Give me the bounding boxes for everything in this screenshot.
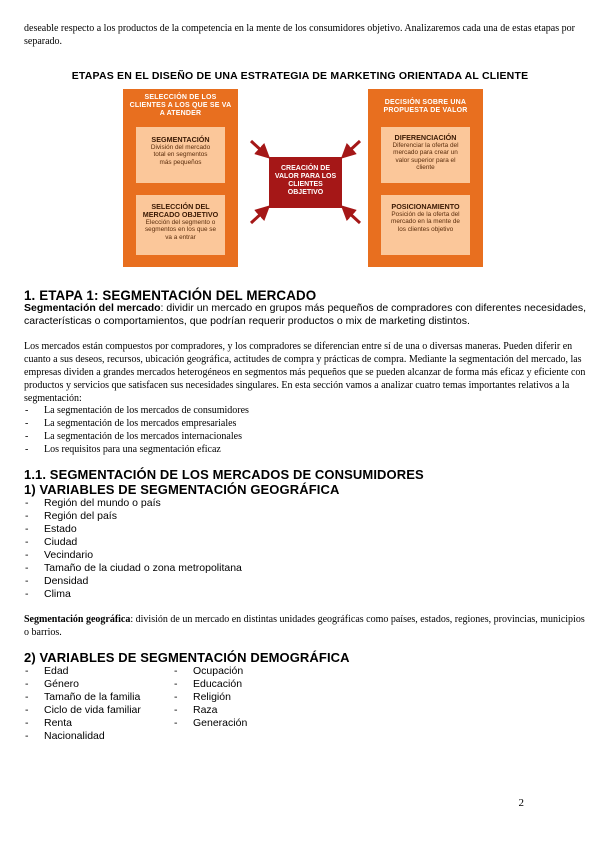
geographic-definition-term: Segmentación geográfica <box>24 614 131 625</box>
demographic-list-col2 <box>173 665 333 730</box>
list-item: - Raza <box>173 704 333 717</box>
seleccion-text: Elección del segmento o segmentos en los que se va a entrar <box>144 219 217 241</box>
segmentacion-text: División del mercado total en segmentos más pequeños <box>150 144 211 166</box>
list-item: - Género <box>24 678 184 691</box>
geographic-variables-heading: 1) VARIABLES DE SEGMENTACIÓN GEOGRÁFICA <box>24 482 340 497</box>
diferenciacion-text: Diferenciar la oferta del mercado para crear un valor superior para el cliente <box>392 142 459 172</box>
list-item: - Educación <box>173 678 333 691</box>
demographic-list-col1 <box>24 665 184 743</box>
section1-definition-term: Segmentación del mercado <box>24 302 161 314</box>
posicionamiento-text: Posición de la oferta del mercado en la mente de los clientes objetivo <box>391 211 460 233</box>
arrow-top-right-icon <box>347 141 360 153</box>
list-item: - Región del mundo o país <box>24 497 424 510</box>
diagram-title: ETAPAS EN EL DISEÑO DE UNA ESTRATEGIA DE MARKETING ORIENTADA AL CLIENTE <box>71 70 529 82</box>
list-item: - Religión <box>173 691 333 704</box>
geographic-variables-list <box>24 497 424 601</box>
list-item: - Vecindario <box>24 549 424 562</box>
section1-definition <box>24 302 590 328</box>
list-item: - Ciudad <box>24 536 424 549</box>
diagram-arrows <box>0 70 600 270</box>
right-panel-header: DECISIÓN SOBRE UNA PROPUESTA DE VALOR <box>383 99 468 114</box>
list-item: - Estado <box>24 523 424 536</box>
section11-heading: 1.1. SEGMENTACIÓN DE LOS MERCADOS DE CONSUMIDORES <box>24 467 424 482</box>
center-value-text: CREACIÓN DE VALOR PARA LOS CLIENTES OBJETIVO <box>274 165 337 196</box>
list-item: - Edad <box>24 665 184 678</box>
seleccion-title: SELECCIÓN DEL MERCADO OBJETIVO <box>142 202 219 219</box>
section1-heading: 1. ETAPA 1: SEGMENTACIÓN DEL MERCADO <box>24 288 317 303</box>
list-item: - Generación <box>173 717 333 730</box>
list-item: - Ocupación <box>173 665 333 678</box>
list-item: - Los requisitos para una segmentación eficaz <box>24 443 584 456</box>
segmentacion-title: SEGMENTACIÓN <box>151 135 210 144</box>
intro-paragraph: deseable respecto a los productos de la competencia en la mente de los consumidores objetivo. Analizaremos cada una de estas etapas por separado. <box>24 23 575 47</box>
arrow-bottom-left-icon <box>251 211 264 223</box>
page-number: 2 <box>518 797 524 809</box>
list-item: - La segmentación de los mercados internacionales <box>24 430 584 443</box>
arrow-bottom-right-icon <box>347 211 360 223</box>
list-item: - La segmentación de los mercados empresariales <box>24 417 584 430</box>
list-item: - Región del país <box>24 510 424 523</box>
list-item: - Densidad <box>24 575 424 588</box>
geographic-definition <box>24 613 590 639</box>
section1-topics-list <box>24 404 584 456</box>
list-item: - Nacionalidad <box>24 730 184 743</box>
arrow-top-left-icon <box>251 141 264 153</box>
diferenciacion-title: DIFERENCIACIÓN <box>394 133 457 142</box>
list-item: - Renta <box>24 717 184 730</box>
list-item: - Tamaño de la familia <box>24 691 184 704</box>
list-item: - Tamaño de la ciudad o zona metropolitana <box>24 562 424 575</box>
demographic-variables-heading: 2) VARIABLES DE SEGMENTACIÓN DEMOGRÁFICA <box>24 650 350 665</box>
left-panel-header: SELECCIÓN DE LOS CLIENTES A LOS QUE SE VA A ATENDER <box>129 94 232 117</box>
list-item: - Clima <box>24 588 424 601</box>
geographic-definition-text: : división de un mercado en distintas unidades geográficas como países, estados, regiones, provincias, municipios o barrios. <box>24 614 585 638</box>
section1-paragraph: Los mercados están compuestos por compradores, y los compradores se diferencian entre sí de una o diversas maneras. Pueden diferir en cuanto a sus deseos, recursos, ubicación geográfica, actitudes de compra y prácticas de compra. Mediante la segmentación del mercado, las empresas dividen a grandes mercados heterogéneos en segmentos más pequeños que se pueden alcanzar de forma más eficaz y eficiente con productos y servicios que satisfacen sus necesidades singulares. En esta sección vamos a analizar cuatro temas importantes relativos a la segmentación: <box>24 341 586 404</box>
posicionamiento-title: POSICIONAMIENTO <box>391 202 460 211</box>
list-item: - Ciclo de vida familiar <box>24 704 184 717</box>
marketing-strategy-diagram <box>0 70 600 270</box>
list-item: - La segmentación de los mercados de consumidores <box>24 404 584 417</box>
section1-definition-text: : dividir un mercado en grupos más pequeños de compradores con diferentes necesidades, características o comportamientos, que podrían requerir productos o mix de marketing distintos. <box>24 302 587 327</box>
